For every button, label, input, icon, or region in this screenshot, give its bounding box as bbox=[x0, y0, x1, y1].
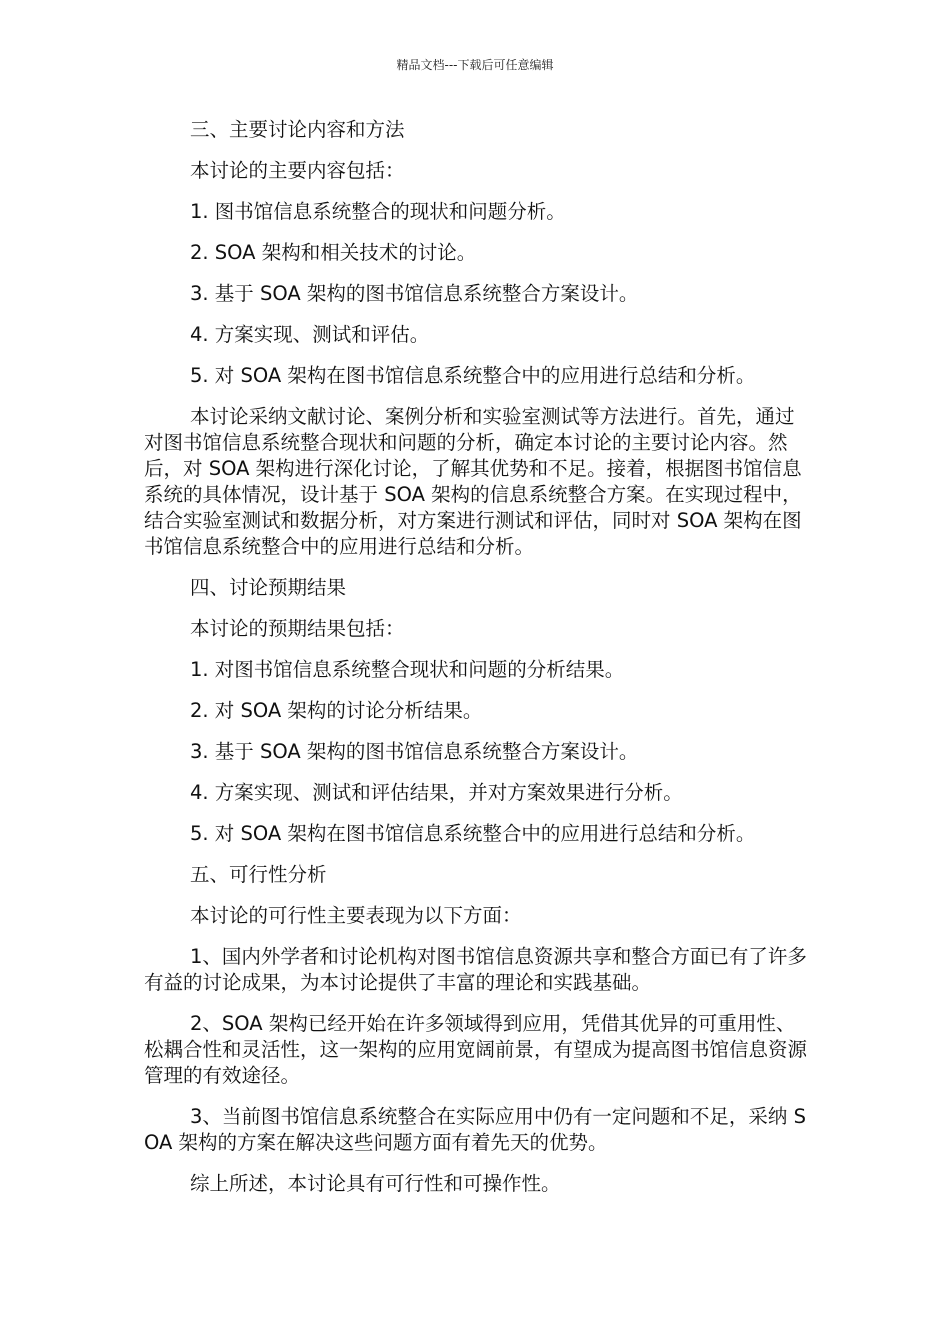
paragraph: 3、当前图书馆信息系统整合在实际应用中仍有一定问题和不足，采纳 SOA 架构的方案在解决这些问题方面有着先天的优势。 bbox=[144, 1105, 806, 1154]
paragraph: 本讨论的主要内容包括： bbox=[190, 159, 405, 182]
document-body bbox=[144, 117, 810, 1212]
list-item: 3. 基于 SOA 架构的图书馆信息系统整合方案设计。 bbox=[190, 282, 639, 305]
paragraph: 综上所述，本讨论具有可行性和可操作性。 bbox=[190, 1172, 561, 1195]
page-header: 精品文档---下载后可任意编辑 bbox=[396, 58, 554, 72]
paragraph: 本讨论采纳文献讨论、案例分析和实验室测试等方法进行。首先，通过对图书馆信息系统整合现状和问题的分析，确定本讨论的主要讨论内容。然后，对 SOA 架构进行深化讨论，了解其优势和不足。接着，根据图书馆信息系统的具体情况，设计基于 SOA 架构的信息系统整合方案。在实现过程中，结合实验室测试和数据分析，对方案进行测试和评估，同时对 SOA 架构在图书馆信息系统整合中的应用进行总结和分析。 bbox=[144, 405, 802, 558]
list-item: 2. 对 SOA 架构的讨论分析结果。 bbox=[190, 699, 483, 722]
list-item: 5. 对 SOA 架构在图书馆信息系统整合中的应用进行总结和分析。 bbox=[190, 364, 756, 387]
list-item: 2. SOA 架构和相关技术的讨论。 bbox=[190, 241, 477, 264]
paragraph: 本讨论的预期结果包括： bbox=[190, 617, 405, 640]
section-heading-5: 五、可行性分析 bbox=[190, 863, 327, 886]
paragraph: 1、国内外学者和讨论机构对图书馆信息资源共享和整合方面已有了许多有益的讨论成果，为本讨论提供了丰富的理论和实践基础。 bbox=[144, 945, 807, 994]
list-item: 5. 对 SOA 架构在图书馆信息系统整合中的应用进行总结和分析。 bbox=[190, 822, 756, 845]
section-heading-3: 三、主要讨论内容和方法 bbox=[190, 118, 405, 141]
paragraph: 本讨论的可行性主要表现为以下方面： bbox=[190, 904, 522, 927]
list-item: 3. 基于 SOA 架构的图书馆信息系统整合方案设计。 bbox=[190, 740, 639, 763]
list-item: 4. 方案实现、测试和评估。 bbox=[190, 323, 430, 346]
list-item: 4. 方案实现、测试和评估结果，并对方案效果进行分析。 bbox=[190, 781, 683, 804]
paragraph: 2、SOA 架构已经开始在许多领域得到应用，凭借其优异的可重用性、松耦合性和灵活性，这一架构的应用宽阔前景，有望成为提高图书馆信息资源管理的有效途径。 bbox=[144, 1012, 808, 1087]
list-item: 1. 图书馆信息系统整合的现状和问题分析。 bbox=[190, 200, 566, 223]
section-heading-4: 四、讨论预期结果 bbox=[190, 576, 347, 599]
list-item: 1. 对图书馆信息系统整合现状和问题的分析结果。 bbox=[190, 658, 625, 681]
